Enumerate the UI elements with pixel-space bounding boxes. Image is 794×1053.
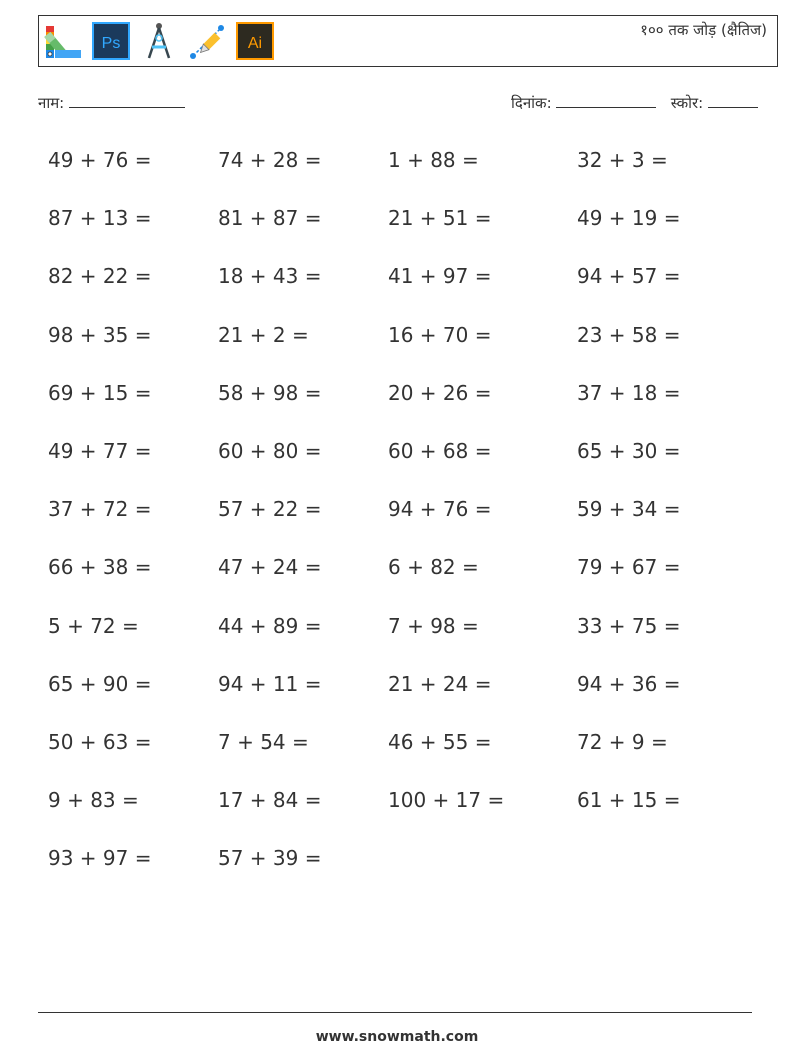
problem-row — [0, 373, 794, 431]
problem-item: 57 + 39 = — [218, 846, 322, 871]
problem-item: 49 + 19 = — [577, 206, 681, 231]
problem-item: 59 + 34 = — [577, 497, 681, 522]
problem-item: 20 + 26 = — [388, 380, 492, 405]
problem-item: 94 + 11 = — [218, 671, 322, 696]
problem-item: 94 + 57 = — [577, 264, 681, 289]
problem-row — [0, 489, 794, 547]
problem-item: 37 + 72 = — [48, 497, 152, 522]
problem-item: 82 + 22 = — [48, 264, 152, 289]
header-box — [38, 15, 778, 67]
problem-item: 69 + 15 = — [48, 380, 152, 405]
problem-item: 33 + 75 = — [577, 613, 681, 638]
problem-item: 23 + 58 = — [577, 322, 681, 347]
problem-item: 9 + 83 = — [48, 788, 139, 813]
name-label: नाम: — [38, 94, 65, 112]
problem-item: 57 + 22 = — [218, 497, 322, 522]
problem-item: 81 + 87 = — [218, 206, 322, 231]
name-field — [38, 93, 185, 113]
problem-item: 61 + 15 = — [577, 788, 681, 813]
problem-item: 49 + 77 = — [48, 438, 152, 463]
problem-item: 46 + 55 = — [388, 729, 492, 754]
icon-strip — [43, 20, 275, 62]
problem-item: 100 + 17 = — [388, 788, 505, 813]
problem-row — [0, 315, 794, 373]
date-label: दिनांक: — [511, 94, 552, 112]
problem-item: 60 + 80 = — [218, 438, 322, 463]
problem-item: 1 + 88 = — [388, 148, 479, 172]
problem-item: 41 + 97 = — [388, 264, 492, 289]
problem-item: 72 + 9 = — [577, 729, 668, 754]
problem-item: 94 + 76 = — [388, 497, 492, 522]
problem-item: 21 + 51 = — [388, 206, 492, 231]
problem-item: 66 + 38 = — [48, 555, 152, 580]
problem-row — [0, 606, 794, 664]
footer-url: www.snowmath.com — [315, 1029, 479, 1045]
problem-row — [0, 547, 794, 605]
problem-item: 98 + 35 = — [48, 322, 152, 347]
ai-label: Ai — [247, 35, 263, 52]
problem-item: 21 + 2 = — [218, 322, 309, 347]
problem-item: 44 + 89 = — [218, 613, 322, 638]
problem-item: 60 + 68 = — [388, 438, 492, 463]
name-blank[interactable] — [69, 93, 185, 108]
photoshop-icon — [91, 20, 131, 62]
problem-grid — [0, 140, 794, 896]
illustrator-icon — [235, 20, 275, 62]
problem-row — [0, 198, 794, 256]
ps-label: Ps — [101, 35, 121, 52]
score-blank[interactable] — [708, 93, 758, 108]
problem-item: 49 + 76 = — [48, 148, 152, 172]
vector-pen-icon — [187, 20, 227, 62]
problem-item: 65 + 90 = — [48, 671, 152, 696]
date-score-field — [511, 93, 758, 113]
color-swatch-icon — [43, 20, 83, 62]
problem-item: 17 + 84 = — [218, 788, 322, 813]
problem-row — [0, 256, 794, 314]
problem-item: 21 + 24 = — [388, 671, 492, 696]
problem-item: 5 + 72 = — [48, 613, 139, 638]
problem-row — [0, 838, 794, 896]
problem-item: 7 + 98 = — [388, 613, 479, 638]
score-label: स्कोर: — [670, 94, 704, 112]
compass-icon — [139, 20, 179, 62]
date-blank[interactable] — [556, 93, 656, 108]
problem-row — [0, 722, 794, 780]
problem-row — [0, 431, 794, 489]
problem-item: 37 + 18 = — [577, 380, 681, 405]
worksheet-title: १०० तक जोड़ (क्षैतिज) — [640, 21, 767, 39]
problem-row — [0, 780, 794, 838]
problem-row — [0, 140, 794, 198]
problem-item: 94 + 36 = — [577, 671, 681, 696]
problem-item: 79 + 67 = — [577, 555, 681, 580]
problem-item: 6 + 82 = — [388, 555, 479, 580]
problem-item: 58 + 98 = — [218, 380, 322, 405]
problem-item: 32 + 3 = — [577, 148, 668, 172]
problem-item: 50 + 63 = — [48, 729, 152, 754]
problem-item: 74 + 28 = — [218, 148, 322, 172]
footer-divider — [38, 1012, 752, 1013]
problem-item: 65 + 30 = — [577, 438, 681, 463]
problem-item: 47 + 24 = — [218, 555, 322, 580]
problem-item: 18 + 43 = — [218, 264, 322, 289]
problem-row — [0, 664, 794, 722]
problem-item: 7 + 54 = — [218, 729, 309, 754]
problem-item: 87 + 13 = — [48, 206, 152, 231]
problem-item: 93 + 97 = — [48, 846, 152, 871]
problem-item: 16 + 70 = — [388, 322, 492, 347]
